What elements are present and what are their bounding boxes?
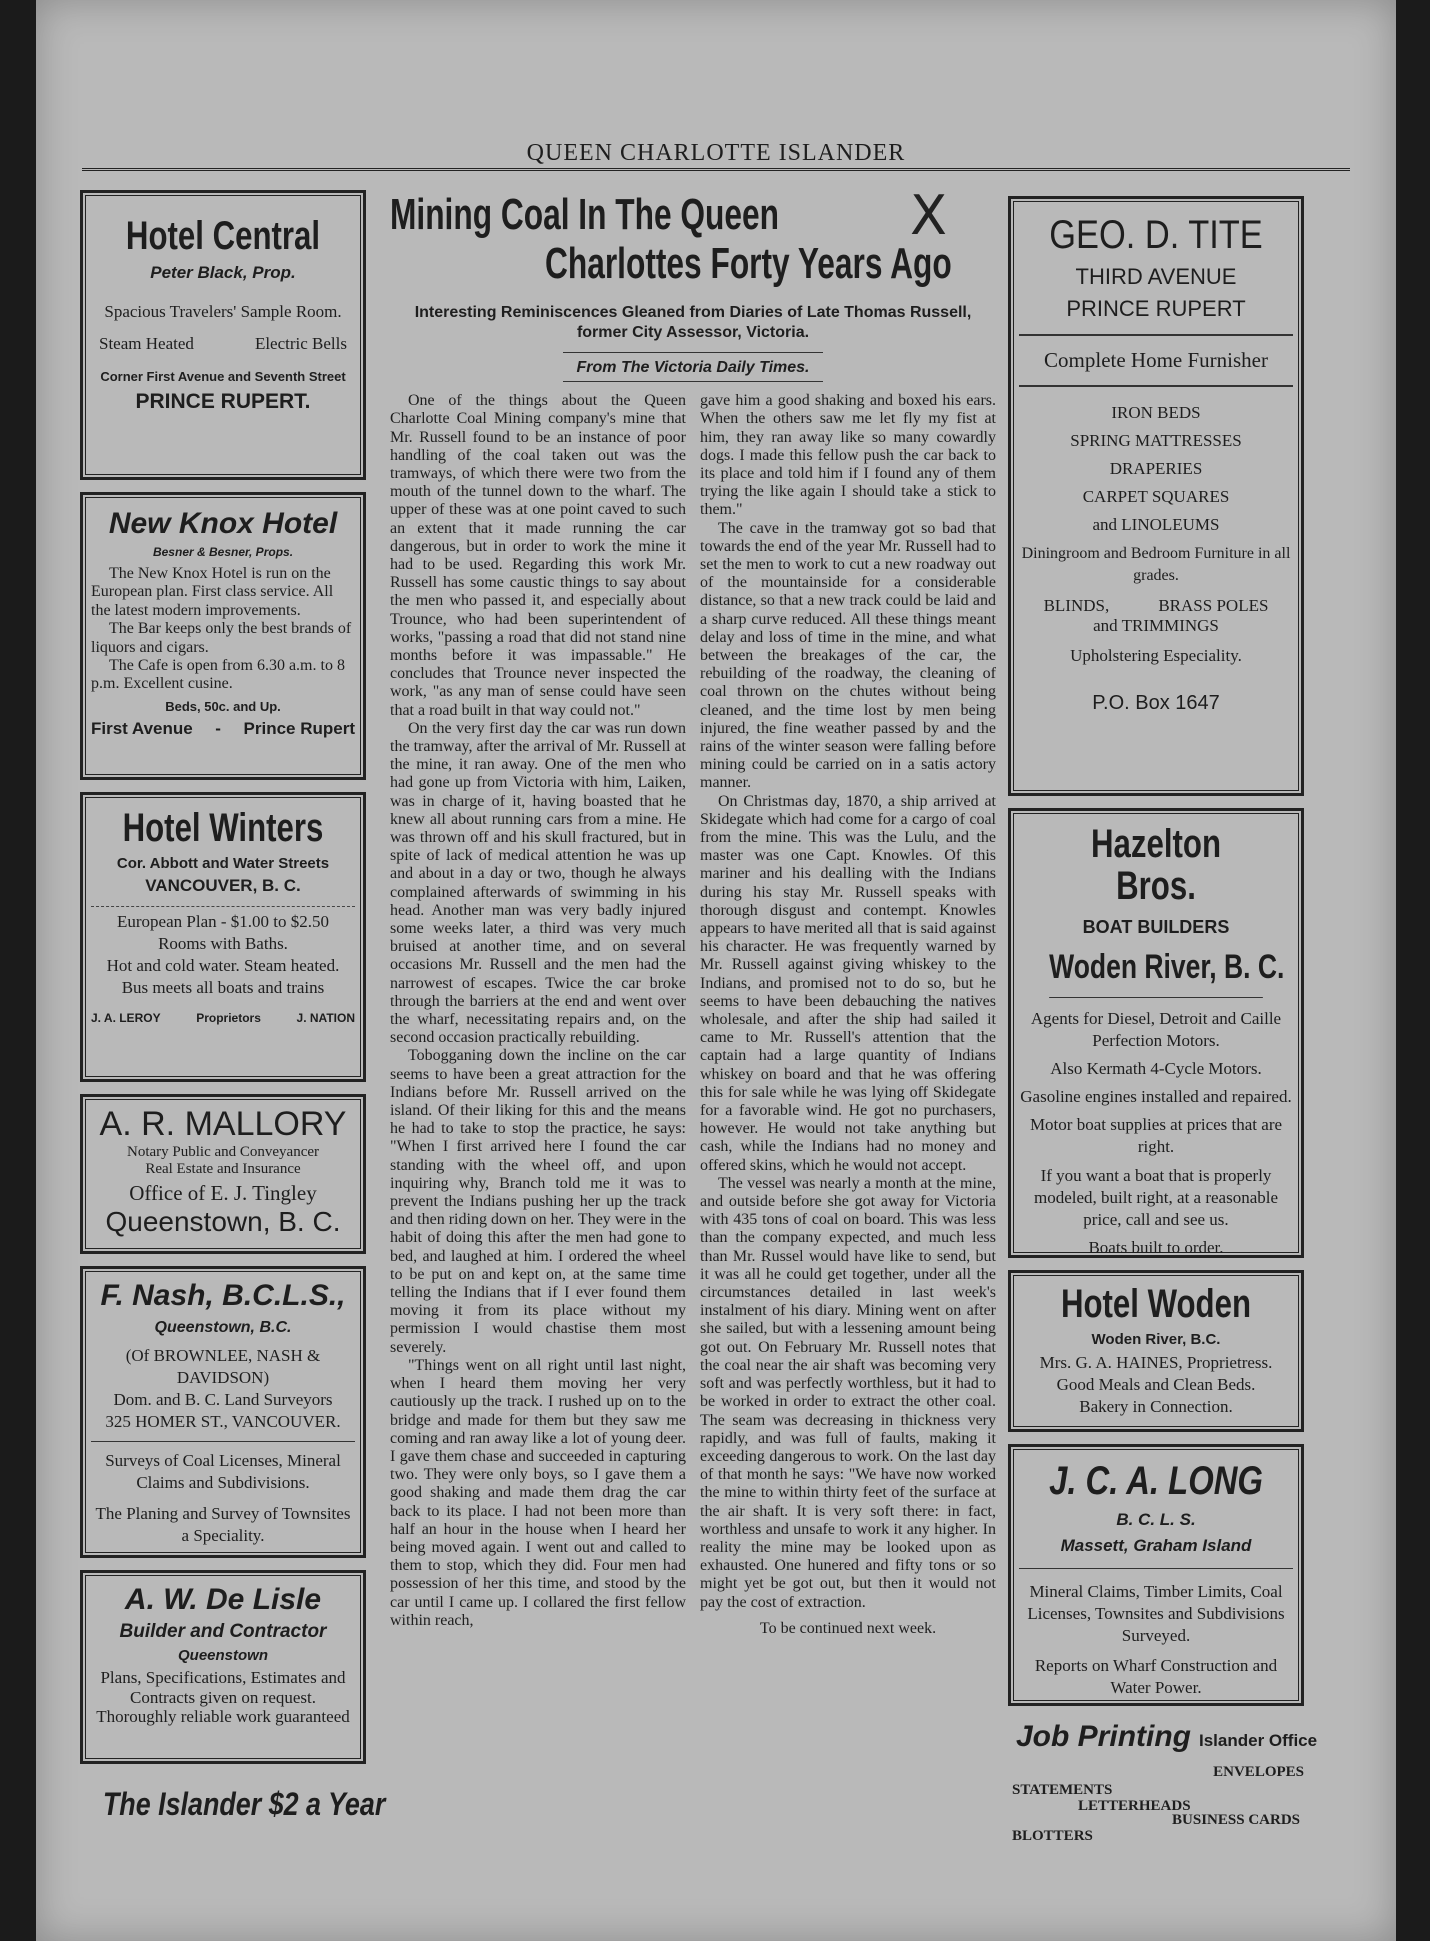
ad-paragraph: The New Knox Hotel is run on the European plan. First class service. All the latest modern improvements. [91,565,334,619]
ad-text: Thoroughly reliable work guaranteed [96,1707,350,1727]
ad-text: The Planing and Survey of Townsites a Speciality. [95,1503,351,1545]
ad-text: Mineral Claims, Timber Limits, Coal Licenses, Townsites and Subdivisions Surveyed. [1027,1582,1285,1646]
ad-text: Queenstown, B. C. [105,1206,341,1237]
ad-new-knox-hotel [80,492,366,780]
article-paragraph: One of the things about the Queen Charlotte Coal Mining company's mine that Mr. Russell found to be an instance of poor handling of the coal taken out was the tramways, of which there were two from the mouth of the tunnel down to the wharf. The upper of these was at one point caved to such an extent that it made running the car dangerous, but in order to work the mine it had to be used. Regarding this work Mr. Russell has some caustic things to say about the men who passed it, and especially about Trounce, who had been superintendent of works, "passing a road that did not stand nine months before it was impassable." He concludes that Trounce never inspected the work, "as any man of sense could have seen that a road built in that way could not." [390,392,686,719]
article-column-2 [700,392,996,1638]
ad-rates: Beds, 50c. and Up. [165,698,281,714]
article-paragraph: The cave in the tramway got so bad that towards the end of the year Mr. Russell had to set the men to work to cut a new roadway out of the mountainside for a considerable distance, so that a new track could be laid and a sharp curve reduced. All these things meant delay and loss of time in the mine, and what between the breakages of the car, the rebuilding of the roadway, the cleaning of coal thrown on the chutes without being cleaned, and the time lost by men being injured, the fine weather passed by and the rains of the winter season were falling before mining could be carried on in a satis actory manner. [700,519,996,792]
ad-text: BLINDS, [1043,595,1110,615]
article-paragraph: gave him a good shaking and boxed his ears. When the others saw me let fly my fist at him, they ran away like so many cowardly dogs. I made this fellow push the car back to its place and told him if I found any of them trying the like again I should take a stick to them." [700,392,996,519]
ad-place: Massett, Graham Island [1019,1536,1293,1569]
subscription-notice: The Islander $2 a Year [102,1786,386,1822]
ad-text: Steam Heated [99,334,194,354]
job-item: LETTERHEADS [1078,1798,1191,1814]
ad-tagline: Complete Home Furnisher [1019,336,1293,387]
ad-text: Bus meets all boats and trains [121,978,325,998]
ad-title: J. C. A. LONG [1049,1459,1263,1503]
ad-proprietor-name: J. A. LEROY [91,1011,161,1026]
ad-job-printing [1008,1720,1318,1860]
ad-title: GEO. D. TITE [1049,213,1263,257]
divider [563,352,823,353]
ad-text: (Of BROWNLEE, NASH & DAVIDSON) [125,1346,321,1388]
ad-delisle [80,1570,366,1764]
job-printing-header [1016,1720,1317,1754]
ad-address-separator: - [215,718,221,738]
article-column-1 [390,392,686,1638]
ad-address-part: First Avenue [91,718,193,738]
ad-hazelton-bros [1008,808,1304,1258]
ad-town: Queenstown, B.C. [154,1319,292,1336]
job-item: ENVELOPES [1213,1764,1304,1780]
newspaper-page [36,0,1396,1941]
ad-title: Hotel Central [125,214,321,258]
ad-street: THIRD AVENUE [1075,264,1237,289]
ad-proprietor: Besner & Besner, Props. [152,545,294,559]
ad-text: Mrs. G. A. HAINES, Proprietress. [1039,1353,1273,1372]
ad-title: A. W. De Lisle [124,1583,322,1616]
ad-text: Notary Public and Conveyancer [126,1144,320,1160]
ad-nash [80,1266,366,1558]
ad-text: Upholstering Especiality. [1070,645,1242,665]
article-source: From The Victoria Daily Times. [576,359,810,377]
ad-text: Also Kermath 4-Cycle Motors. [1050,1059,1262,1079]
ad-text: Reports on Wharf Construction and Water Power. [1034,1656,1278,1698]
article-columns [390,392,996,1638]
article-paragraph: "Things went on all right until last night, when I heard them moving her very cautiously up the track. I rushed up on to the bridge and made for them but they saw me coming and ran away like a lot of young deer. I gave them chase and succeeded in capturing two. They were only boys, so I gave them a good shaking and made them drag the car back to its place. I had not been more than half an hour in the house when I heard her being moved again. I went out and called to them to stop, which they did. Four men had possession of her this time, and stood by the car until I came up. I collared the first fellow within reach, [390,1356,686,1629]
ad-address-part: Prince Rupert [243,718,355,738]
ad-text: European Plan - $1.00 to $2.50 [91,906,355,933]
ad-text: Office of E. J. Tingley [129,1181,317,1205]
masthead: QUEEN CHARLOTTE ISLANDER [526,140,906,166]
ad-trade: Builder and Contractor [119,1621,327,1642]
article-headline-line1: Mining Coal In The Queen [390,190,779,239]
ad-text: Real Estate and Insurance [145,1160,301,1177]
ad-po-box: P.O. Box 1647 [1092,691,1220,714]
ad-title: Hazelton Bros. [1090,822,1222,908]
ad-item: DRAPERIES [1109,459,1203,478]
ad-text: Hot and cold water. Steam heated. [106,956,340,976]
article-paragraph: On the very first day the car was run down the tramway, after the arrival of Mr. Russell at the mine, it ran away. One of the men who had gone up from Victoria with him, Laiken, was in charge of it, having boasted that he knew all about running cars from a mine. He was thrown off and his skull fractured, but in spite of lack of medical attention he was up and about in a day or two, though he always complained afterwards of swimming in his head. Another man was very badly injured some weeks later, a third was very much bruised at another time, and on several occasions Mr. Russell and the men had the narrowest of escapes. Twice the car broke through the barriers at the end and went over the wharf, necessitating repairs and, on the second occasion practically rebuilding. [390,719,686,1047]
ad-text: Good Meals and Clean Beds. [1056,1375,1256,1395]
ad-address: Corner First Avenue and Seventh Street [100,369,346,385]
ad-hotel-winters [80,792,366,1082]
ad-text: Electric Bells [254,334,347,354]
ad-place: Woden River, B.C. [1091,1331,1221,1348]
ad-credentials: B. C. L. S. [1116,1510,1196,1529]
ad-title: Hotel Woden [1060,1282,1252,1326]
masthead-rule [82,168,1350,171]
job-item: BUSINESS CARDS [1172,1812,1300,1828]
ad-hotel-central [80,190,366,480]
article-paragraph: The vessel was nearly a month at the mine, and outside before she got away for Victoria with 435 tons of coal on board. This was less than the company expected, and much less than Mr. Russel would have like to send, but it was all he could get together, under all the circumstances detailed in last week's instalment of his diary. Mining went on after she sailed, but with a lessening amount being got out. On February Mr. Russell notes that the coal near the air shaft was becoming very soft and was perfectly worthless, but it had to be worked in order to extract the other coal. The seam was decreasing in thickness very rapidly, and was full of faults, making it exceeding dangerous to work. On the last day of that month he says: "We have now worked the mine to within thirty feet of the surface at the air shaft. It is very soft there: in fact, worthless and unsafe to work it any higher. In reality the mine may be looked upon as exhausted. One hunered and fifty tons or so might yet be got out, but then it would not pay the cost of extraction. [700,1174,996,1611]
ad-proprietors [91,1011,355,1025]
ad-text: Spacious Travelers' Sample Room. [104,302,342,321]
ad-text: Gasoline engines installed and repaired. [1020,1087,1292,1107]
ad-text: Agents for Diesel, Detroit and Caille Perfection Motors. [1030,1009,1282,1051]
ad-city: VANCOUVER, B. C. [145,876,301,895]
divider [563,381,823,382]
ad-place: Woden River, B. C. [1049,948,1263,998]
ad-paragraph: The Bar keeps only the best brands of liquors and cigars. [91,620,352,656]
ad-item: CARPET SQUARES [1082,487,1230,506]
article-paragraph: On Christmas day, 1870, a ship arrived at Skidegate which had come for a cargo of coal from the mine. This was the Lulu, and the master was one Capt. Knowles. Of this mariner and his dealling with the Indians during his stay Mr. Russell speaks with thorough disgust and contempt. Knowles appears to have merited all that is said against his character. He was frequently warned by Mr. Russell against giving whiskey to the Indians, and promised not to do so, but he seems to have been debauching the natives wholesale, and after the ship had sailed it came to Mr. Russell's attention that the captain had a large quantity of Indians whiskey on board and that he was offering this for sale while he was lying off Skidegate for a favorable wind. He got no purchasers, however. He would not take anything but cash, while the Indians had no money and offered skins, which he would not accept. [700,792,996,1174]
ad-item: and LINOLEUMS [1092,515,1220,534]
ad-mallory [80,1094,366,1254]
ad-item: SPRING MATTRESSES [1070,431,1242,450]
ad-text: Plans, Specifications, Estimates and Contracts given on request. [100,1668,346,1707]
ad-city: PRINCE RUPERT. [135,390,311,414]
ad-geo-tite [1008,196,1304,796]
ad-title: Hotel Winters [122,806,324,850]
article-subtitle: Interesting Reminiscences Gleaned from Diaries of Late Thomas Russell, former City Assessor, Victoria. [414,303,972,342]
ad-text: Dom. and B. C. Land Surveyors [113,1390,333,1410]
ad-text: Diningroom and Bedroom Furniture in all grades. [1021,545,1291,585]
ad-item: IRON BEDS [1111,403,1201,422]
ad-text [91,565,355,694]
ad-proprietor-name: J. NATION [296,1011,355,1026]
ad-text-row [99,333,347,355]
ad-proprietor-label: Proprietors [196,1011,261,1026]
ad-city: PRINCE RUPERT [1019,296,1293,336]
ad-title: Job Printing [1016,1720,1191,1753]
ad-text: 325 HOMER ST., VANCOUVER. [91,1411,355,1442]
ad-title: F. Nash, B.C.L.S., [100,1279,346,1312]
ad-town: Queenstown [177,1647,268,1664]
ad-text: and TRIMMINGS [1093,615,1219,635]
ad-text: BRASS POLES [1158,595,1269,615]
job-item: BLOTTERS [1012,1828,1093,1844]
ad-item-list [1019,399,1293,539]
ad-text: Surveys of Coal Licenses, Mineral Claims and Subdivisions. [105,1451,341,1493]
article-headline-line2: Charlottes Forty Years Ago [545,239,952,289]
ad-proprietor: Peter Black, Prop. [150,263,296,282]
article [390,184,996,1638]
ad-address: Cor. Abbott and Water Streets [116,855,330,872]
ad-trade: BOAT BUILDERS [1082,917,1230,937]
ad-text: Boats built to order. [1088,1237,1224,1257]
ad-title: New Knox Hotel [108,507,338,540]
ad-text: Bakery in Connection. [1079,1397,1233,1417]
article-paragraph: Tobogganing down the incline on the car seems to have been a great attraction for the Indians before Mr. Russell arrived on the island. Of their liking for this and the means he had to take to stop the practice, he says: "When I first arrived here I found the car standing with the wheel off, and upon inquiring why, Branch told me it was to prevent the Indians pushing her up the track and then riding down on her. They were in the habit of doing this after the men had gone to bed, and laughed at him. I ordered the wheel to be put on and kept on, at the same time telling the Indians that if I ever found them moving it from its place without my permission I would chastise them most severely. [390,1047,686,1356]
ad-text: Rooms with Baths. [158,934,288,954]
ad-title: A. R. MALLORY [99,1105,347,1143]
job-item: STATEMENTS [1012,1782,1113,1798]
left-ad-column [80,190,386,1823]
continued-note: To be continued next week. [759,1619,937,1637]
ad-long [1008,1444,1304,1706]
ad-office: Islander Office [1199,1731,1318,1750]
ad-address [91,719,355,739]
ad-text: Motor boat supplies at prices that are right. [1029,1115,1283,1157]
ad-hotel-woden [1008,1270,1304,1432]
ad-paragraph: The Cafe is open from 6.30 a.m. to 8 p.m. Excellent cusine. [91,656,345,693]
ad-text-row [1019,596,1293,616]
ad-text: If you want a boat that is properly modeled, built right, at a reasonable price, call and see us. [1033,1165,1279,1229]
right-ad-column [1008,196,1318,1860]
handwritten-mark: X [910,184,947,247]
